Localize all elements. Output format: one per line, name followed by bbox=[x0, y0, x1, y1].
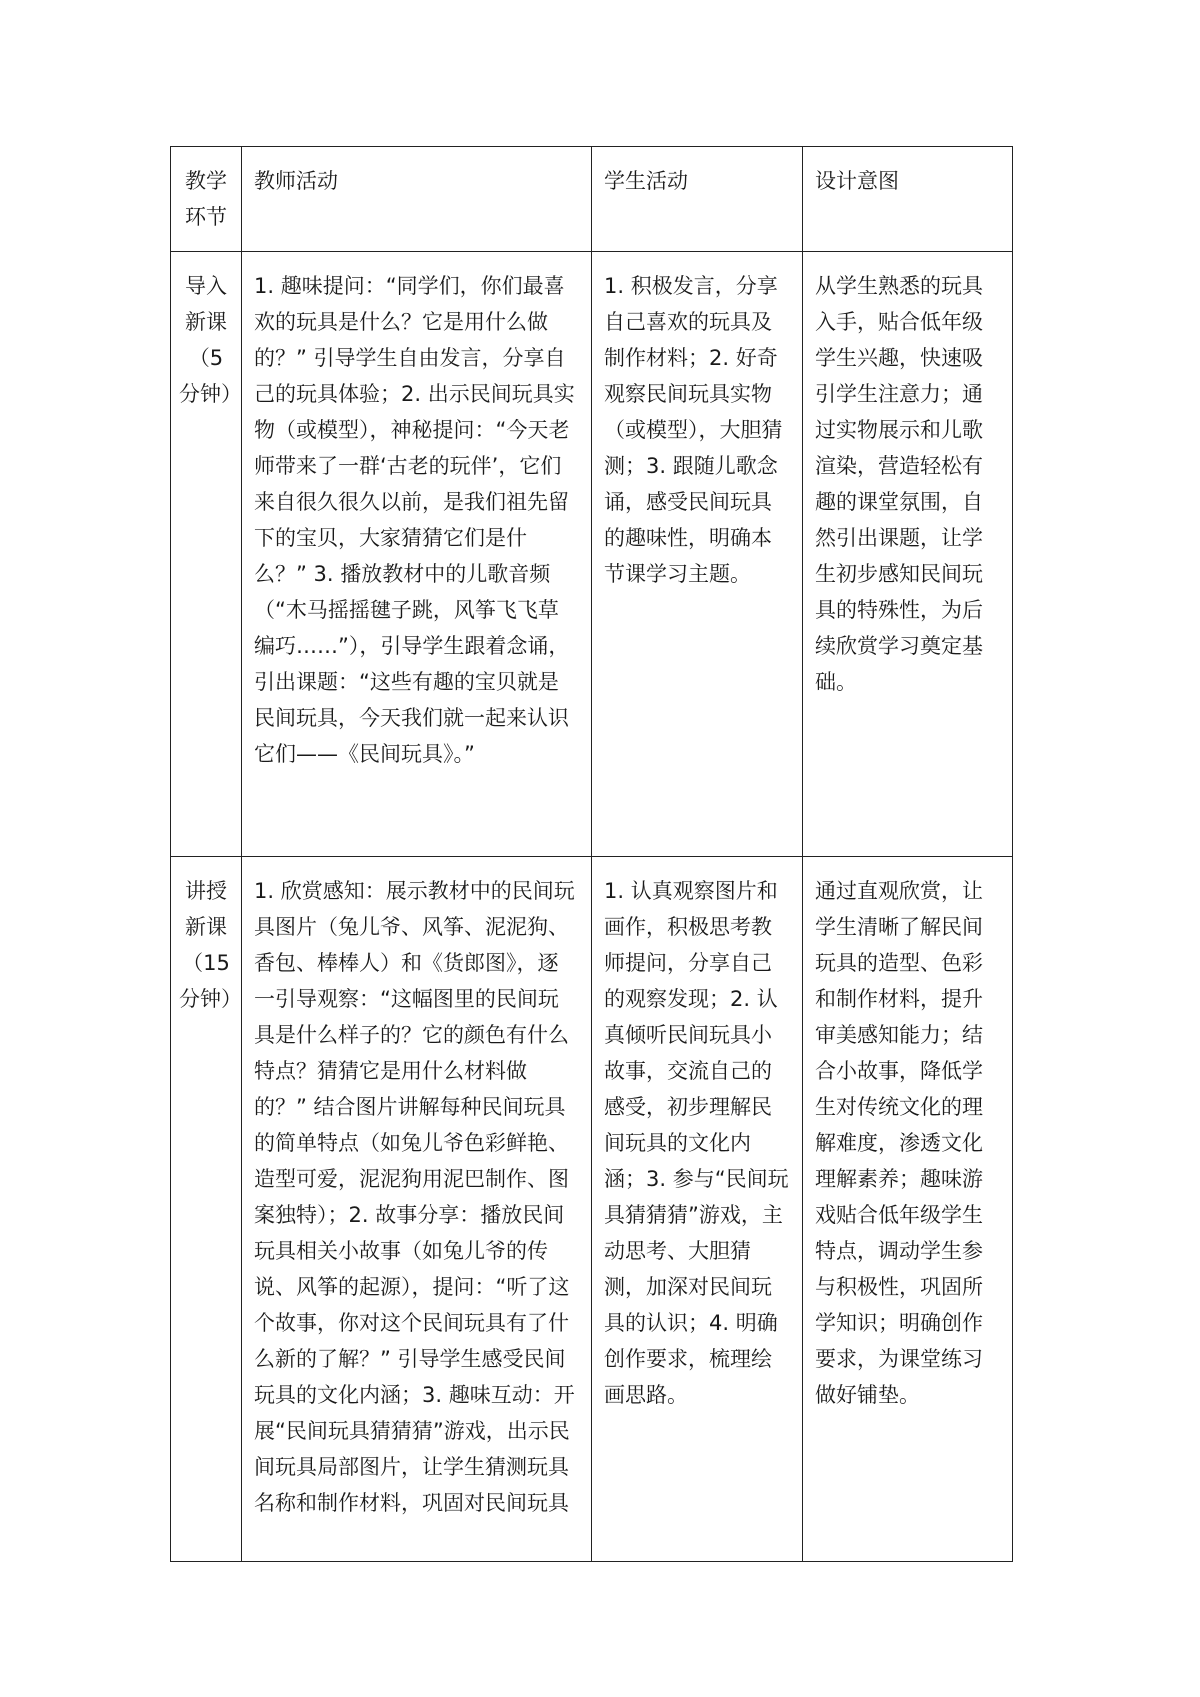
teacher-activity-cell: 1. 趣味提问：“同学们，你们最喜欢的玩具是什么？它是用什么做的？” 引导学生自由发言，分享自己的玩具体验；2. 出示民间玩具实物（或模型），神秘提问：“今天老师带来了一群‘古老的玩伴’，它们来自很久很久以前，是我们祖先留下的宝贝，大家猜猜它们是什么？” 3. 播放教材中的儿歌音频（“木马摇摇毽子跳，风筝飞飞草编巧……”），引导学生跟着念诵，引出课题：“这些有趣的宝贝就是民间玩具，今天我们就一起来认识它们——《民间玩具》。” bbox=[242, 252, 592, 857]
table-row bbox=[171, 252, 1013, 857]
lesson-plan-table bbox=[170, 146, 1013, 1562]
header-teacher-activity: 教师活动 bbox=[242, 147, 592, 252]
student-activity-cell: 1. 认真观察图片和画作，积极思考教师提问，分享自己的观察发现；2. 认真倾听民间玩具小故事，交流自己的感受，初步理解民间玩具的文化内涵；3. 参与“民间玩具猜猜猜”游戏，主动思考、大胆猜测，加深对民间玩具的认识；4. 明确创作要求，梳理绘画思路。 bbox=[592, 857, 803, 1562]
design-intent-cell: 从学生熟悉的玩具入手，贴合低年级学生兴趣，快速吸引学生注意力；通过实物展示和儿歌渲染，营造轻松有趣的课堂氛围，自然引出课题，让学生初步感知民间玩具的特殊性，为后续欣赏学习奠定基础。 bbox=[803, 252, 1013, 857]
student-activity-cell: 1. 积极发言，分享自己喜欢的玩具及制作材料；2. 好奇观察民间玩具实物（或模型），大胆猜测；3. 跟随儿歌念诵，感受民间玩具的趣味性，明确本节课学习主题。 bbox=[592, 252, 803, 857]
header-stage: 教学环节 bbox=[171, 147, 242, 252]
table-header-row bbox=[171, 147, 1013, 252]
header-design-intent: 设计意图 bbox=[803, 147, 1013, 252]
stage-cell: 讲授新课（15分钟） bbox=[171, 857, 242, 1562]
header-student-activity: 学生活动 bbox=[592, 147, 803, 252]
teacher-activity-cell: 1. 欣赏感知：展示教材中的民间玩具图片（兔儿爷、风筝、泥泥狗、香包、棒棒人）和《货郎图》，逐一引导观察：“这幅图里的民间玩具是什么样子的？它的颜色有什么特点？猜猜它是用什么材料做的？” 结合图片讲解每种民间玩具的简单特点（如兔儿爷色彩鲜艳、造型可爱，泥泥狗用泥巴制作、图案独特）；2. 故事分享：播放民间玩具相关小故事（如兔儿爷的传说、风筝的起源），提问：“听了这个故事，你对这个民间玩具有了什么新的了解？” 引导学生感受民间玩具的文化内涵；3. 趣味互动：开展“民间玩具猜猜猜”游戏，出示民间玩具局部图片，让学生猜测玩具名称和制作材料，巩固对民间玩具 bbox=[242, 857, 592, 1562]
design-intent-cell: 通过直观欣赏，让学生清晰了解民间玩具的造型、色彩和制作材料，提升审美感知能力；结合小故事，降低学生对传统文化的理解难度，渗透文化理解素养；趣味游戏贴合低年级学生特点，调动学生参与积极性，巩固所学知识；明确创作要求，为课堂练习做好铺垫。 bbox=[803, 857, 1013, 1562]
stage-cell: 导入新课（5分钟） bbox=[171, 252, 242, 857]
table-row bbox=[171, 857, 1013, 1562]
